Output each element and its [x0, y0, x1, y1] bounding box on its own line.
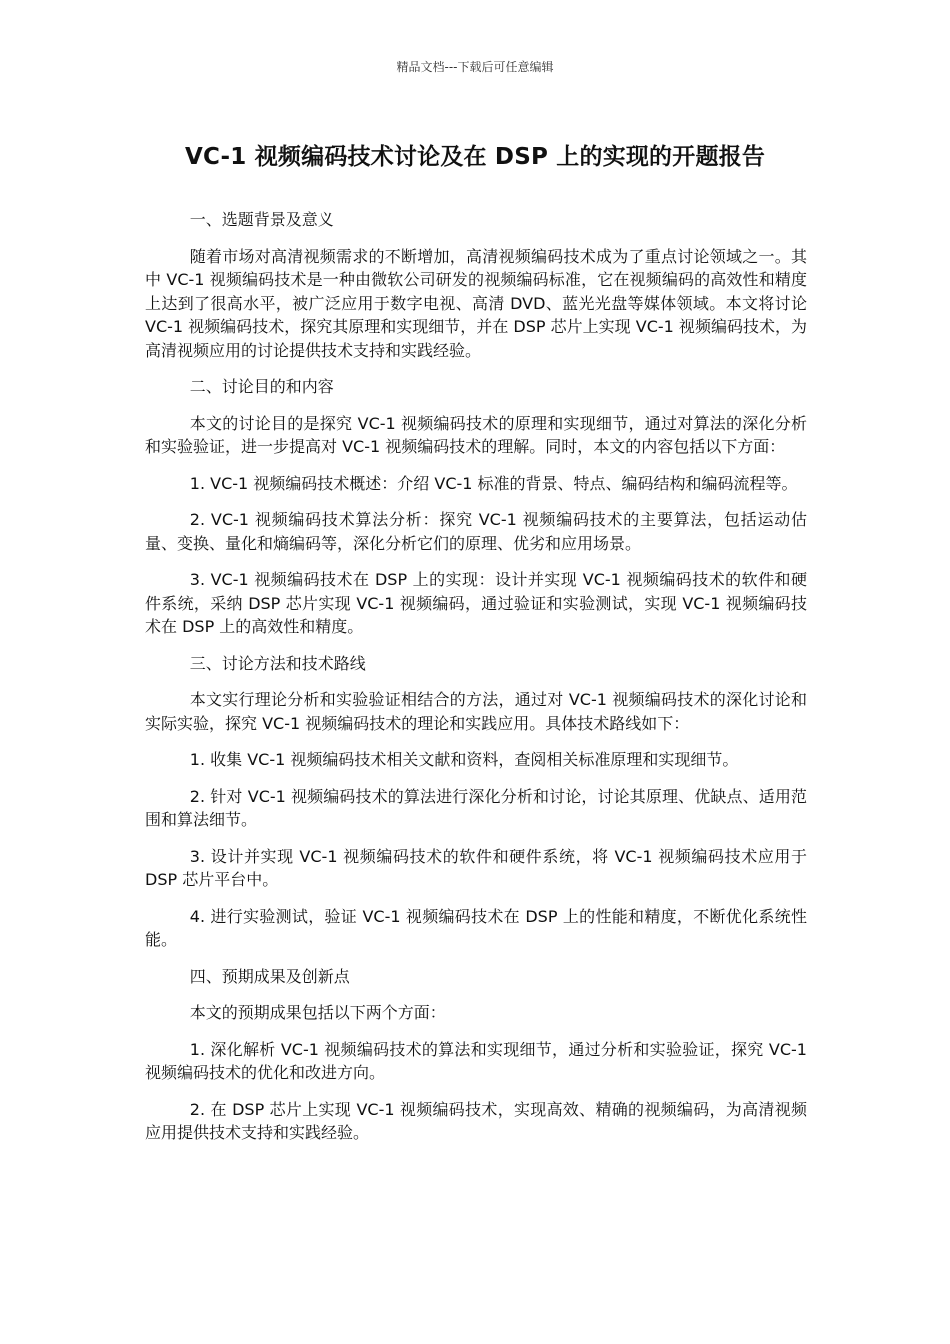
section-3-item-2: 2. 针对 VC-1 视频编码技术的算法进行深化分析和讨论，讨论其原理、优缺点、适用范围和算法细节。	[145, 786, 807, 829]
document-title: VC-1 视频编码技术讨论及在 DSP 上的实现的开题报告	[184, 144, 766, 170]
section-2-item-1: 1. VC-1 视频编码技术概述：介绍 VC-1 标准的背景、特点、编码结构和编码流程等。	[189, 473, 798, 493]
page-header: 精品文档---下载后可任意编辑	[396, 60, 554, 74]
document-body	[145, 208, 807, 1158]
section-4-item-1: 1. 深化解析 VC-1 视频编码技术的算法和实现细节，通过分析和实验验证，探究 VC-1 视频编码技术的优化和改进方向。	[145, 1039, 807, 1082]
section-2-heading: 二、讨论目的和内容	[189, 377, 334, 396]
section-2-paragraph: 本文的讨论目的是探究 VC-1 视频编码技术的原理和实现细节，通过对算法的深化分析和实验验证，进一步提高对 VC-1 视频编码技术的理解。同时，本文的内容包括以下方面：	[145, 413, 807, 456]
section-3-item-3: 3. 设计并实现 VC-1 视频编码技术的软件和硬件系统，将 VC-1 视频编码技术应用于 DSP 芯片平台中。	[145, 846, 807, 889]
section-1-paragraph: 随着市场对高清视频需求的不断增加，高清视频编码技术成为了重点讨论领域之一。其中 VC-1 视频编码技术是一种由微软公司研发的视频编码标准，它在视频编码的高效性和精度上达到了很高水平，被广泛应用于数字电视、高清 DVD、蓝光光盘等媒体领域。本文将讨论 VC-1 视频编码技术，探究其原理和实现细节，并在 DSP 芯片上实现 VC-1 视频编码技术，为高清视频应用的讨论提供技术支持和实践经验。	[145, 246, 807, 360]
section-2-item-2: 2. VC-1 视频编码技术算法分析：探究 VC-1 视频编码技术的主要算法，包括运动估量、变换、量化和熵编码等，深化分析它们的原理、优劣和应用场景。	[145, 510, 807, 553]
section-2-item-3: 3. VC-1 视频编码技术在 DSP 上的实现：设计并实现 VC-1 视频编码技术的软件和硬件系统，采纳 DSP 芯片实现 VC-1 视频编码，通过验证和实验测试，实现 VC-1 视频编码技术在 DSP 上的高效性和精度。	[145, 570, 807, 636]
section-4-item-2: 2. 在 DSP 芯片上实现 VC-1 视频编码技术，实现高效、精确的视频编码，为高清视频应用提供技术支持和实践经验。	[145, 1099, 807, 1142]
section-4-heading: 四、预期成果及创新点	[189, 966, 350, 986]
section-4-paragraph: 本文的预期成果包括以下两个方面：	[189, 1003, 446, 1022]
section-3-item-1: 1. 收集 VC-1 视频编码技术相关文献和资料，查阅相关标准原理和实现细节。	[189, 750, 739, 769]
section-1-heading: 一、选题背景及意义	[189, 210, 334, 229]
section-3-heading: 三、讨论方法和技术路线	[189, 653, 366, 673]
section-3-paragraph: 本文实行理论分析和实验验证相结合的方法，通过对 VC-1 视频编码技术的深化讨论和实际实验，探究 VC-1 视频编码技术的理论和实践应用。具体技术路线如下：	[145, 690, 807, 733]
section-3-item-4: 4. 进行实验测试，验证 VC-1 视频编码技术在 DSP 上的性能和精度，不断优化系统性能。	[145, 906, 807, 949]
